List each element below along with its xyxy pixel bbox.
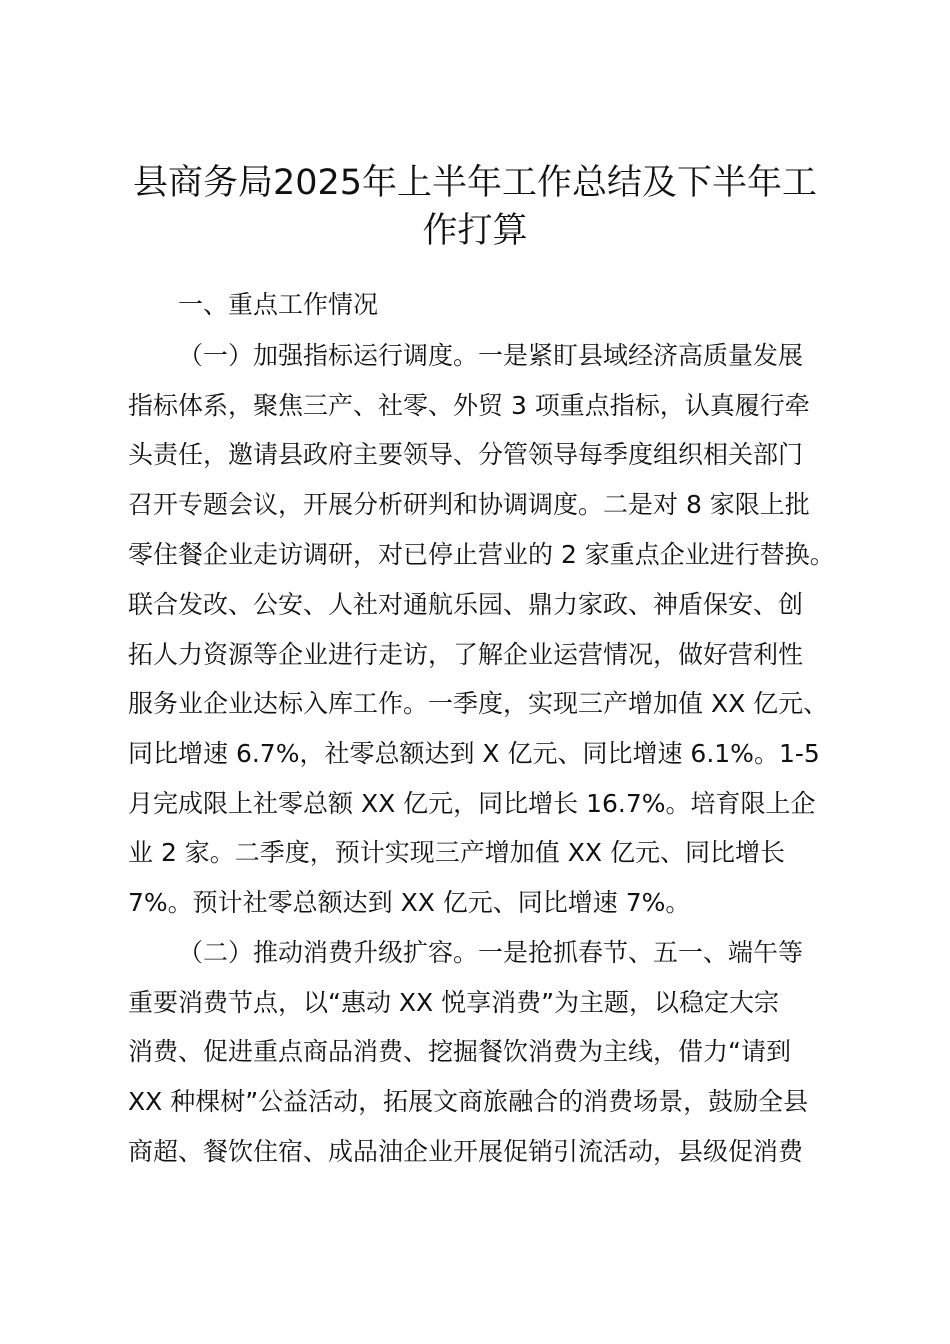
paragraph-line: 召开专题会议，开展分析研判和协调调度。二是对 8 家限上批 (128, 490, 810, 519)
paragraph-line: 月完成限上社零总额 XX 亿元，同比增长 16.7%。培育限上企 (128, 789, 816, 818)
paragraph-line: 指标体系，聚焦三产、社零、外贸 3 项重点指标，认真履行牵 (128, 391, 810, 420)
paragraph-line: 头责任，邀请县政府主要领导、分管领导每季度组织相关部门 (128, 440, 804, 469)
document-title-line-1: 县商务局2025年上半年工作总结及下半年工 (132, 163, 818, 203)
paragraph-line: 重要消费节点，以“惠动 XX 悦享消费”为主题，以稳定大宗 (128, 988, 780, 1017)
paragraph-line: 联合发改、公安、人社对通航乐园、鼎力家政、神盾保安、创 (128, 590, 804, 619)
paragraph-line: 商超、餐饮住宿、成品油企业开展促销引流活动，县级促消费 (128, 1137, 804, 1166)
paragraph-line: （二）推动消费升级扩容。一是抢抓春节、五一、端午等 (178, 938, 804, 967)
section-heading: 一、重点工作情况 (178, 290, 379, 319)
paragraph-line: 服务业企业达标入库工作。一季度，实现三产增加值 XX 亿元、 (128, 689, 829, 718)
paragraph-line: 消费、促进重点商品消费、挖掘餐饮消费为主线，借力“请到 (128, 1037, 791, 1066)
paragraph-line: XX 种棵树”公益活动，拓展文商旅融合的消费场景，鼓励全县 (128, 1087, 809, 1116)
paragraph-line: 业 2 家。二季度，预计实现三产增加值 XX 亿元、同比增长 (128, 838, 785, 867)
paragraph-line: 7%。预计社零总额达到 XX 亿元、同比增速 7%。 (128, 888, 691, 917)
paragraph-line: 同比增速 6.7%，社零总额达到 X 亿元、同比增速 6.1%。1-5 (128, 739, 820, 768)
paragraph-line: 拓人力资源等企业进行走访，了解企业运营情况，做好营利性 (128, 640, 804, 669)
paragraph-line: 零住餐企业走访调研，对已停止营业的 2 家重点企业进行替换。 (128, 540, 835, 569)
paragraph-line: （一）加强指标运行调度。一是紧盯县域经济高质量发展 (178, 341, 804, 370)
document-title-line-2: 作打算 (422, 211, 528, 251)
